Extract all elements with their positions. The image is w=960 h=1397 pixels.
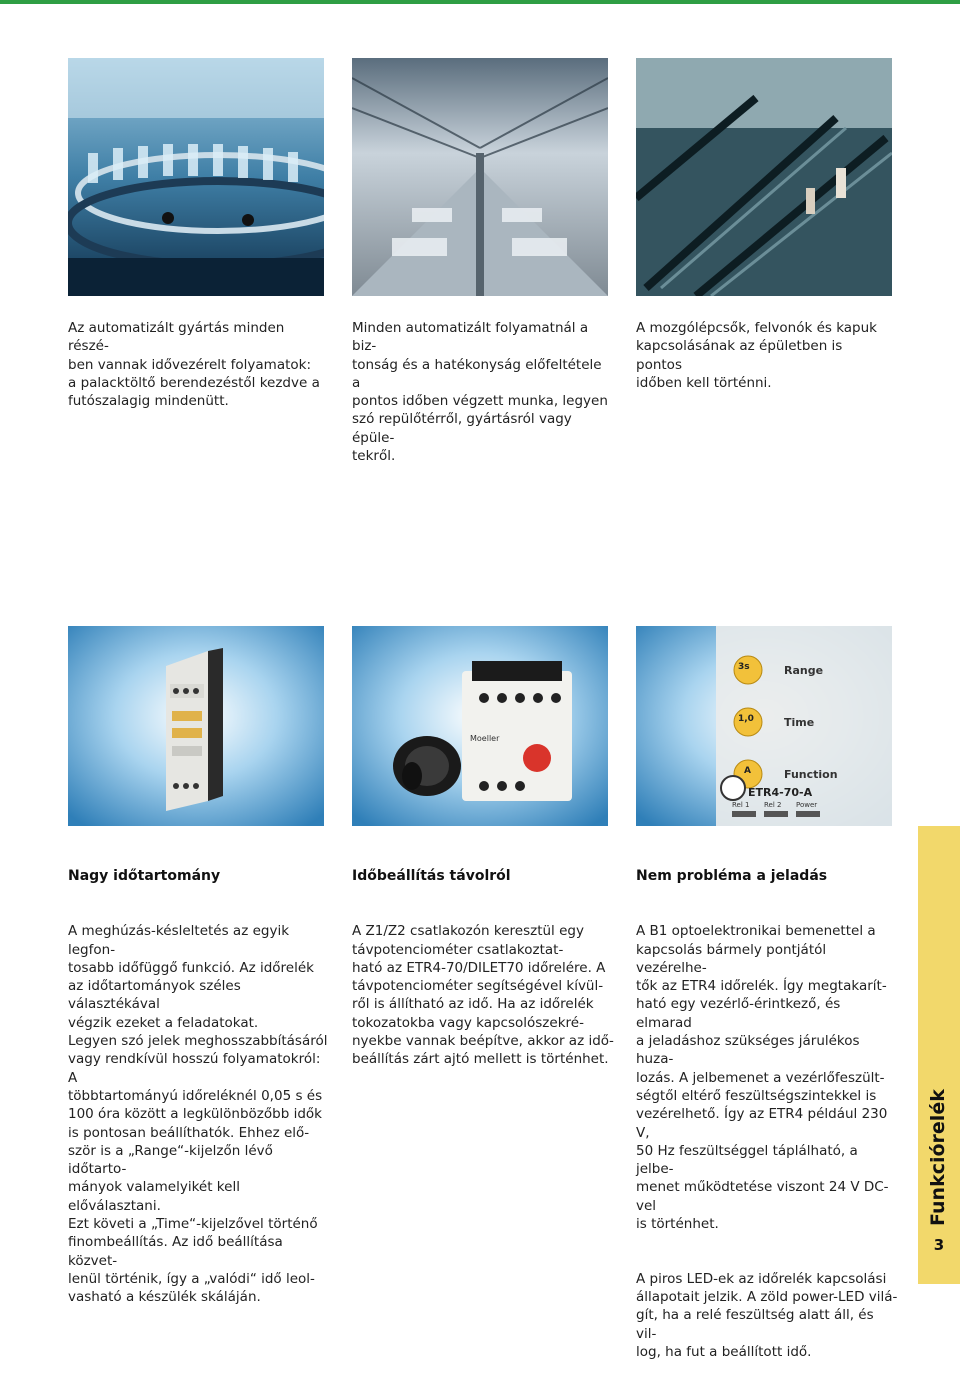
caption-bottling: Az automatizált gyártás minden részé- ben vannak idővezérelt folyamatok: a palacktöltő berendezéstől kezdve a futószalagig mindenütt. [68, 320, 320, 410]
heading-time-range: Nagy időtartomány [68, 868, 221, 884]
paragraph: A B1 optoelektronikai bemenettel a kapcsolás bármely pontjától vezérelhe- tők az ETR4 időrelék. Így megtakarít- ható egy vezérlő-érintkező, és elmarad a jeladáshoz szükséges járulékos huza- lozás. A jelbemenet a vezérlőfeszült- ségtől eltérő feszültségszintekkel is vezérelhető. Így az ETR4 például 230 V, 50 Hz feszültséggel táplálható, a jelbe- menet működtetése viszont 24 V DC-vel is történhet. [636, 923, 889, 1233]
timing-relay-photo [68, 626, 324, 826]
paragraph: A meghúzás-késleltetés az egyik legfon- tosabb időfüggő funkció. Az időrelék az időtartományok széles választékával végzik ezeket a feladatokat. Legyen szó jelek meghosszabbításáról vagy rendkívül hosszú folyamatokról: A többtartományú időreléknél 0,05 s és 100 óra között a legkülönbözőbb idők is pontosan beállíthatók. Ehhez elő- ször is a „Range“-kijelzőn lévő időtarto- mányok valamelyikét kell előválasztani. Ezt követi a „Time“-kijelzővel történő finombeállítás. Az idő beállítása közvet- lenül történik, így a „valódi“ idő leol- vasható a készülék skáláján. [68, 923, 328, 1306]
range-dial-value: 3s [738, 662, 750, 672]
heading-signaling: Nem probléma a jeladás [636, 868, 828, 884]
section-tab-label-wrap [918, 826, 960, 1226]
contactor-potentiometer-photo [352, 626, 608, 826]
paragraph: A piros LED-ek az időrelék kapcsolási állapotait jelzik. A zöld power-LED vilá- gít, ha a relé feszültség alatt áll, és vil- log, ha fut a beállított idő. [636, 1270, 898, 1360]
factory-hall-photo [352, 58, 608, 296]
function-dial-value: A [744, 766, 751, 776]
paragraph: A Z1/Z2 csatlakozón keresztül egy távpotenciométer csatlakoztat- ható az ETR4-70/DILET70 időrelére. A távpotenciométer segítségével kívül- ről is állítható az idő. Ha az időrelék tokozatokba vagy kapcsolószekré- nyekbe vannak beépítve, akkor az idő- beállítás zárt ajtó mellett is történhet. [352, 923, 614, 1068]
section-tab-label: Funkciórelék [927, 1089, 949, 1226]
time-dial-value: 1,0 [738, 714, 754, 724]
relay-model-label: ETR4-70-A [748, 786, 813, 799]
heading-remote-setting: Időbeállítás távolról [352, 868, 511, 884]
time-label: Time [784, 716, 815, 729]
function-label: Function [784, 768, 838, 781]
body-remote-setting [352, 904, 614, 1105]
range-label: Range [784, 664, 824, 677]
body-time-range [68, 904, 330, 1343]
body-signaling [636, 904, 898, 1397]
relay-dials-closeup-photo [636, 626, 892, 826]
brand-label: Moeller [470, 734, 500, 743]
caption-escalators: A mozgólépcsők, felvonók és kapuk kapcsolásának az épületben is pontos időben kell történni. [636, 320, 878, 391]
page-number: 3 [933, 1236, 945, 1254]
led-label-rel1: Rel 1 [732, 801, 750, 809]
led-label-rel2: Rel 2 [764, 801, 782, 809]
led-label-power: Power [796, 801, 818, 809]
bottling-line-photo [68, 58, 324, 296]
escalators-photo [636, 58, 892, 296]
caption-factory: Minden automatizált folyamatnál a biz- tonság és a hatékonyság előfeltétele a pontos időben végzett munka, legyen szó repülőtérről, gyártásról vagy épüle- tekről. [352, 320, 608, 465]
top-accent-bar [0, 0, 960, 4]
